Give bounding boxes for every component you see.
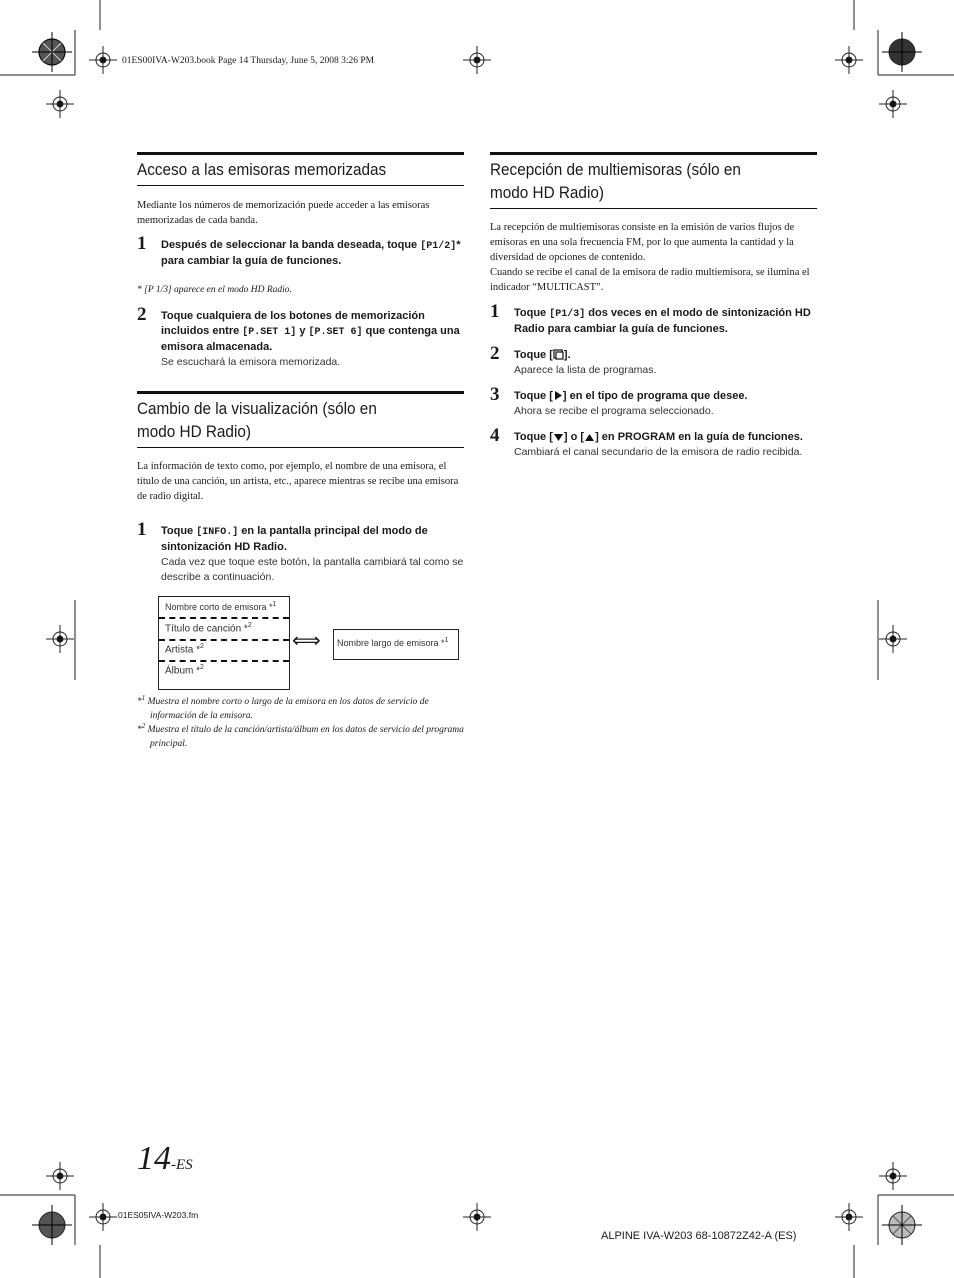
step-number: 1	[490, 301, 500, 322]
step-number: 4	[490, 425, 500, 446]
double-arrow-icon: ⟺	[292, 628, 321, 652]
display-step-1-result: Cada vez que toque este botón, la pantalla cambiará tal como se describe a continuación.	[161, 556, 464, 583]
color-bar-icon	[882, 32, 922, 72]
crosshair-icon	[46, 90, 74, 118]
display-cycle-diagram	[158, 596, 290, 690]
crosshair-icon	[835, 46, 863, 74]
up-arrow-icon	[584, 432, 595, 442]
diagram-album: Álbum *$^2$	[165, 664, 204, 677]
section-title-display: Cambio de la visualización (sólo en modo HD Radio)	[137, 391, 464, 448]
left-column	[137, 152, 464, 585]
section-title-multicast: Recepción de multiemisoras (sólo en modo HD Radio)	[490, 152, 817, 209]
multicast-step-1: 1 Toque [P1/3] dos veces en el modo de sintonización HD Radio para cambiar la guía de funciones.	[490, 301, 811, 335]
diagram-footnote-1: *$^1$ Muestra el nombre corto o largo de la emisora en los datos de servicio de información de la emisora.	[137, 694, 429, 722]
step-number: 3	[490, 384, 500, 405]
p1-3-key: [P1/3]	[549, 309, 586, 320]
step-number: 1	[137, 233, 147, 254]
book-header: 01ES00IVA-W203.book Page 14 Thursday, June 5, 2008 3:26 PM	[122, 56, 375, 66]
crosshair-icon	[463, 46, 491, 74]
down-arrow-icon	[553, 432, 564, 442]
pset1-key: [P.SET 1]	[242, 327, 297, 338]
footer-model: ALPINE IVA-W203 68-10872Z42-A (ES)	[601, 1230, 797, 1242]
presets-step-2-result: Se escuchará la emisora memorizada.	[161, 356, 341, 368]
color-bar-icon	[32, 32, 72, 72]
multicast-step-4: 4 Toque [ ] o [ ] en PROGRAM en la guía de funciones. Cambiará el canal secundario de la emisora de radio recibida.	[490, 430, 817, 460]
crosshair-icon	[879, 625, 907, 653]
crosshair-icon	[89, 1203, 117, 1231]
multicast-step-3-result: Ahora se recibe el programa seleccionado.	[514, 405, 714, 417]
dashed-divider	[159, 617, 289, 619]
presets-step-1: 1 Después de seleccionar la banda deseada, toque [P1/2]* para cambiar la guía de funciones.	[137, 233, 461, 267]
diagram-footnote-2: *$^2$ Muestra el título de la canción/artista/álbum en los datos de servicio del programa principal.	[137, 722, 464, 750]
display-intro: La información de texto como, por ejemplo, el nombre de una emisora, el título de una canción, un artista, etc., aparece mientras se recibe una emisora de radio digital.	[137, 461, 459, 502]
diagram-long-name-box: Nombre largo de emisora *$^1$	[333, 629, 459, 660]
color-bar-icon	[32, 1205, 72, 1245]
presets-footnote: * [P 1/3] aparece en el modo HD Radio.	[137, 285, 292, 295]
crosshair-icon	[89, 46, 117, 74]
presets-intro: Mediante los números de memorización puede acceder a las emisoras memorizadas de cada banda.	[137, 200, 430, 226]
crosshair-icon	[46, 1162, 74, 1190]
crosshair-icon	[879, 90, 907, 118]
section-title-presets: Acceso a las emisoras memorizadas	[137, 152, 464, 186]
play-right-icon	[553, 390, 563, 401]
step-number: 2	[137, 304, 147, 325]
multicast-intro-1: La recepción de multiemisoras consiste en la emisión de varios flujos de emisoras en una sola frecuencia FM, por lo que aumenta la cantidad y la diversidad de opciones de contenido.	[490, 222, 795, 263]
diagram-short-name: Nombre corto de emisora *$^1$	[165, 601, 277, 612]
diagram-song-title: Título de canción *$^2$	[165, 622, 252, 635]
crosshair-icon	[879, 1162, 907, 1190]
right-column	[490, 152, 817, 460]
multicast-step-2: 2 Toque [ ]. Aparece la lista de programas.	[490, 348, 817, 378]
footer-file: 01ES05IVA-W203.fm	[118, 1210, 199, 1220]
multicast-step-2-result: Aparece la lista de programas.	[514, 364, 657, 376]
p1-2-key: [P1/2]	[420, 241, 457, 252]
multicast-step-4-result: Cambiará el canal secundario de la emisora de radio recibida.	[514, 446, 803, 458]
page-number: 14-ES	[137, 1140, 193, 1177]
diagram-artist: Artista *$^2$	[165, 643, 204, 656]
step-number: 2	[490, 343, 500, 364]
step-number: 1	[137, 519, 147, 540]
program-list-icon	[553, 349, 564, 360]
presets-step-2: 2 Toque cualquiera de los botones de memorización incluidos entre [P.SET 1] y [P.SET 6] que contenga una emisora almacenada. Se escuchará la emisora memorizada.	[137, 309, 464, 370]
dashed-divider	[159, 660, 289, 662]
crosshair-icon	[463, 1203, 491, 1231]
pset6-key: [P.SET 6]	[308, 327, 363, 338]
color-bar-icon	[882, 1205, 922, 1245]
info-key: [INFO.]	[196, 527, 239, 538]
crosshair-icon	[835, 1203, 863, 1231]
multicast-intro-2: Cuando se recibe el canal de la emisora de radio multiemisora, se ilumina el indicador “MULTICAST”.	[490, 267, 810, 293]
dashed-divider	[159, 639, 289, 641]
display-step-1: 1 Toque [INFO.] en la pantalla principal del modo de sintonización HD Radio. Cada vez que toque este botón, la pantalla cambiará tal como se describe a continuación.	[137, 519, 464, 583]
crosshair-icon	[46, 625, 74, 653]
multicast-step-3: 3 Toque [ ] en el tipo de programa que desee. Ahora se recibe el programa seleccionado.	[490, 389, 817, 419]
